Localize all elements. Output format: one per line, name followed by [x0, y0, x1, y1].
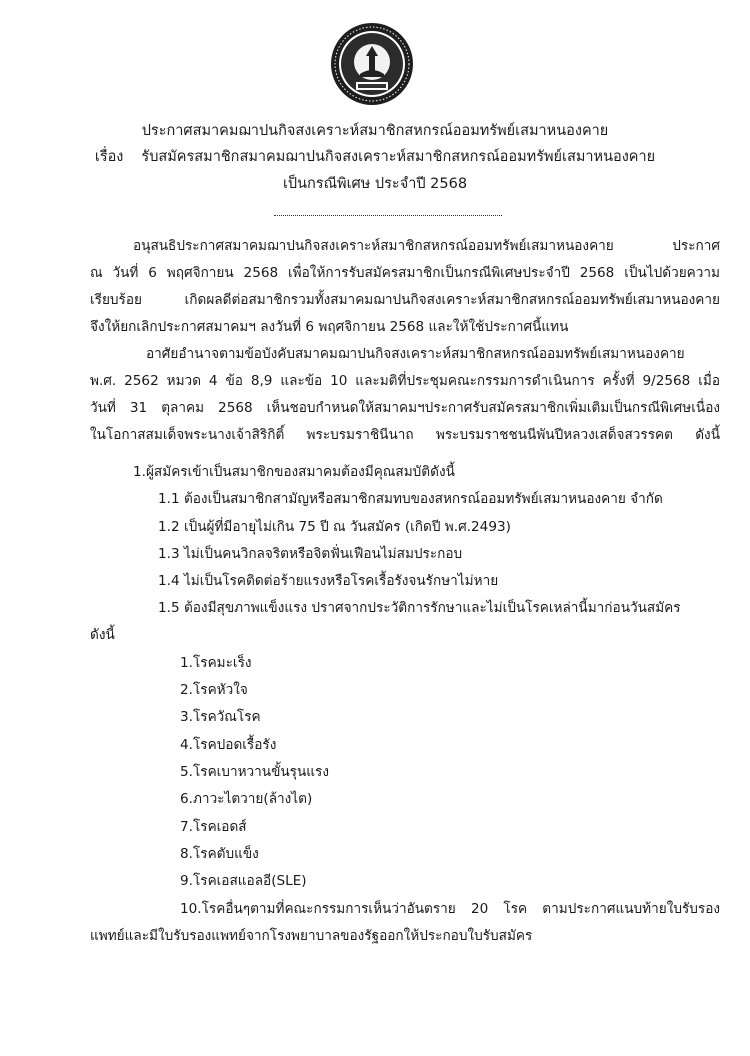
subject-label: เรื่อง [94, 149, 124, 165]
announcement-title: ประกาศสมาคมฌาปนกิจสงเคราะห์สมาชิกสหกรณ์ออมทรัพย์เสมาหนองคาย [141, 123, 609, 139]
qualification-item: 1.5 ต้องมีสุขภาพแข็งแรง ปราศจากประวัติการรักษาและไม่เป็นโรคเหล่านี้มาก่อนวันสมัคร [158, 600, 681, 616]
disease-item: 1.โรคมะเร็ง [180, 655, 252, 671]
disease-item: 3.โรควัณโรค [180, 709, 261, 725]
disease-item: 6.ภาวะไตวาย(ล้างไต) [180, 791, 313, 807]
section1-heading: 1.ผู้สมัครเข้าเป็นสมาชิกของสมาคมต้องมีคุณสมบัติดังนี้ [133, 464, 455, 480]
disease-item: 7.โรคเอดส์ [180, 819, 247, 835]
paragraph1-line: ณ วันที่ 6 พฤศจิกายน 2568 เพื่อให้การรับสมัครสมาชิกเป็นกรณีพิเศษประจำปี 2568 เป็นไปด้วยความ [90, 265, 720, 281]
dotted-divider [274, 215, 502, 216]
disease-item: 5.โรคเบาหวานขั้นรุนแรง [180, 764, 329, 780]
subject-line [0, 145, 750, 168]
disease-item: 10.โรคอื่นๆตามที่คณะกรรมการเห็นว่าอันตราย 20 โรค ตามประกาศแนบท้ายใบรับรอง [180, 901, 720, 917]
paragraph2-line: พ.ศ. 2562 หมวด 4 ข้อ 8,9 และข้อ 10 และมติที่ประชุมคณะกรรมการดำเนินการ ครั้งที่ 9/2568 เมื่อ [90, 373, 720, 389]
disease-item: 9.โรคเอสแอลอี(SLE) [180, 873, 307, 889]
association-seal-icon [330, 22, 414, 106]
paragraph2-line: ในโอกาสสมเด็จพระนางเจ้าสิริกิติ์ พระบรมราชินีนาถ พระบรมราชชนนีพันปีหลวงเสด็จสวรรคต ดังนี้ [90, 427, 720, 443]
subject-text: รับสมัครสมาชิกสมาคมฌาปนกิจสงเคราะห์สมาชิกสหกรณ์ออมทรัพย์เสมาหนองคาย [141, 149, 656, 165]
paragraph1-line: จึงให้ยกเลิกประกาศสมาคมฯ ลงวันที่ 6 พฤศจิกายน 2568 และให้ใช้ประกาศนี้แทน [90, 319, 569, 335]
subject-line-2: เป็นกรณีพิเศษ ประจำปี 2568 [282, 176, 468, 192]
paragraph1-line: เรียบร้อย เกิดผลดีต่อสมาชิกรวมทั้งสมาคมฌาปนกิจสงเคราะห์สมาชิกสหกรณ์ออมทรัพย์เสมาหนองคาย [90, 292, 720, 308]
paragraph2-line: อาศัยอำนาจตามข้อบังคับสมาคมฌาปนกิจสงเคราะห์สมาชิกสหกรณ์ออมทรัพย์เสมาหนองคาย [146, 346, 685, 362]
qualification-item: 1.3 ไม่เป็นคนวิกลจริตหรือจิตฟั่นเฟือนไม่สมประกอบ [158, 546, 463, 562]
disease-item-continuation: แพทย์และมีใบรับรองแพทย์จากโรงพยาบาลของรัฐออกให้ประกอบใบรับสมัคร [90, 928, 533, 944]
qualification-item: 1.4 ไม่เป็นโรคติดต่อร้ายแรงหรือโรคเรื้อรังจนรักษาไม่หาย [158, 573, 499, 589]
disease-item: 8.โรคตับแข็ง [180, 846, 259, 862]
disease-item: 4.โรคปอดเรื้อรัง [180, 737, 277, 753]
paragraph2-line: วันที่ 31 ตุลาคม 2568 เห็นชอบกำหนดให้สมาคมฯประกาศรับสมัครสมาชิกเพิ่มเติมเป็นกรณีพิเศษเนื่อง [90, 400, 720, 416]
disease-item: 2.โรคหัวใจ [180, 682, 248, 698]
qualification-item: 1.1 ต้องเป็นสมาชิกสามัญหรือสมาชิกสมทบของสหกรณ์ออมทรัพย์เสมาหนองคาย จำกัด [158, 491, 663, 507]
paragraph1-line: อนุสนธิประกาศสมาคมฌาปนกิจสงเคราะห์สมาชิกสหกรณ์ออมทรัพย์เสมาหนองคาย ประกาศ [133, 238, 720, 254]
qualification-item: 1.2 เป็นผู้ที่มีอายุไม่เกิน 75 ปี ณ วันสมัคร (เกิดปี พ.ศ.2493) [158, 519, 511, 535]
qualification-tail: ดังนี้ [90, 627, 115, 643]
